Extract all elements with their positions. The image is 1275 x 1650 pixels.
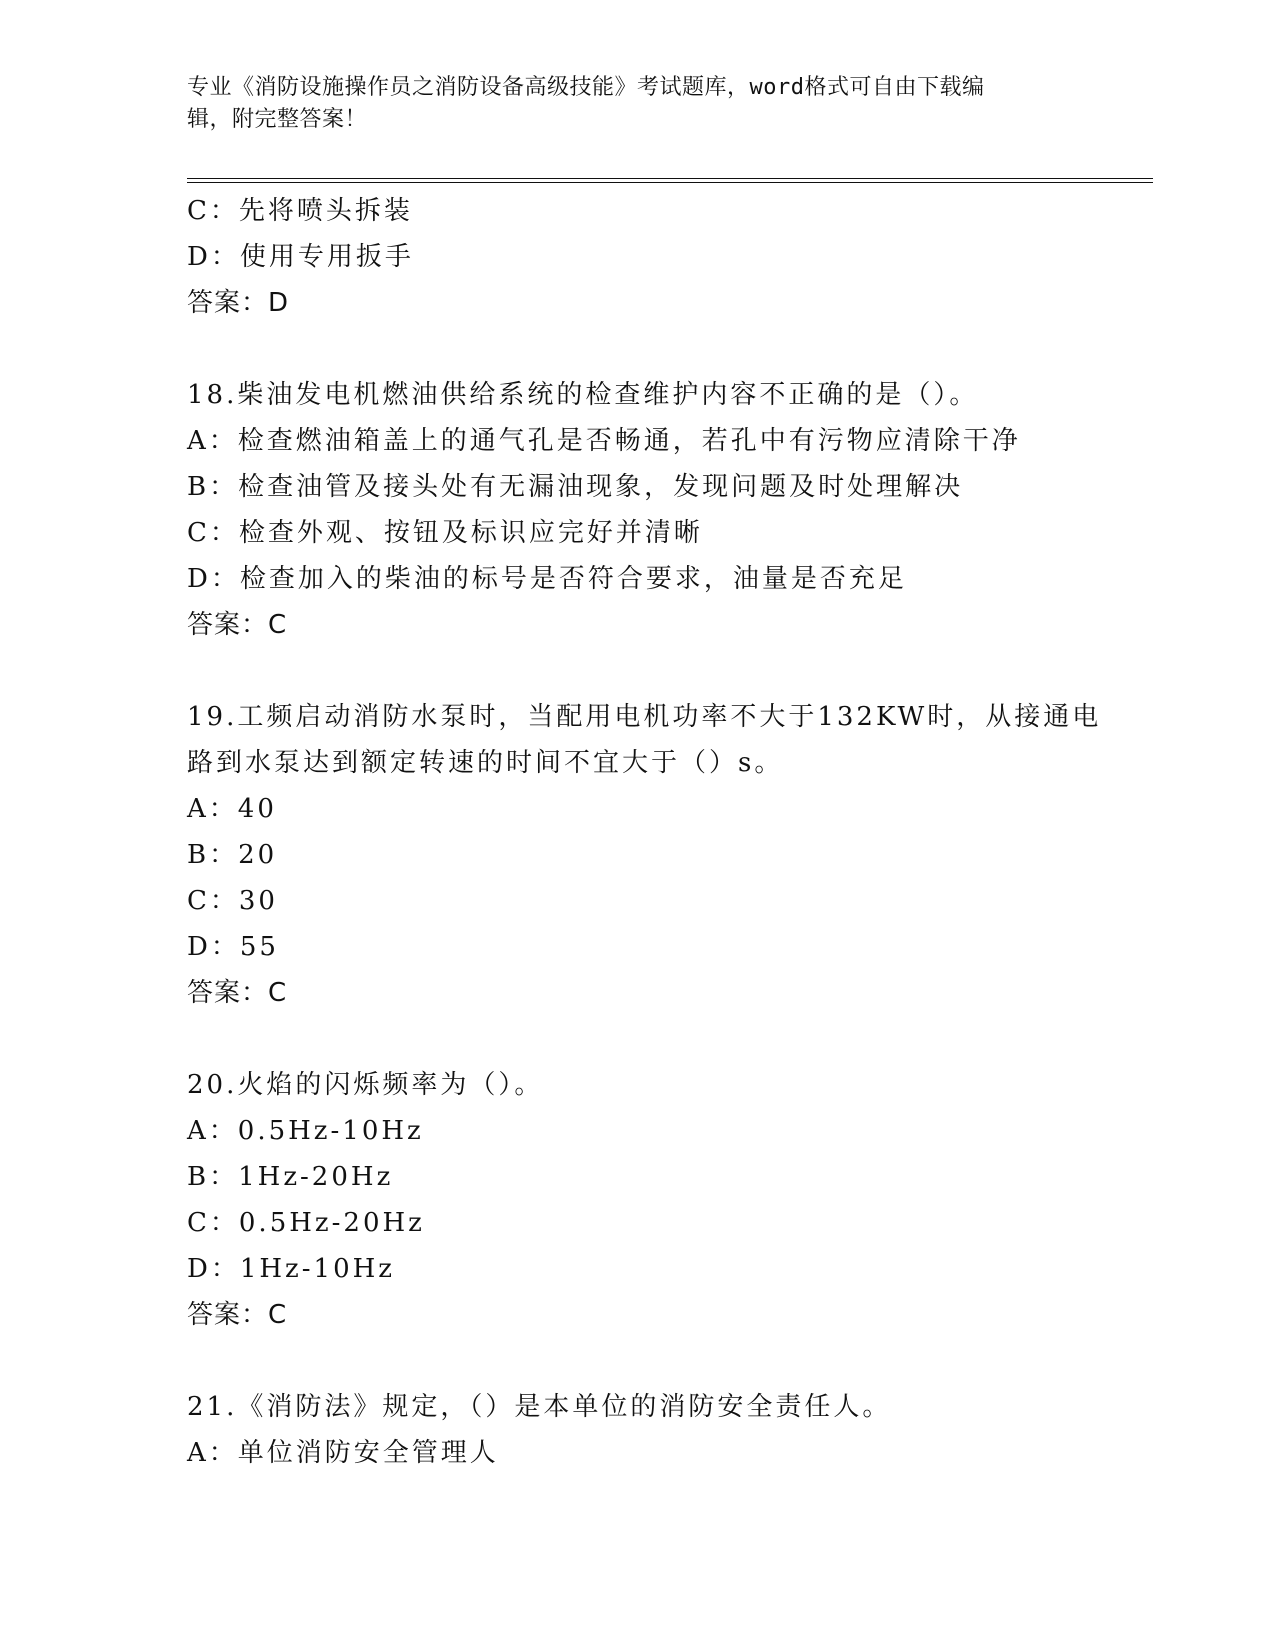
q19-option-c: C：30: [187, 886, 278, 916]
q19-option-d: D：55: [187, 932, 279, 962]
q18-stem: 18.柴油发电机燃油供给系统的检查维护内容不正确的是（）。: [187, 380, 979, 410]
q18-option-b: B：检查油管及接头处有无漏油现象，发现问题及时处理解决: [187, 472, 964, 502]
q20-stem: 20.火焰的闪烁频率为（）。: [187, 1070, 544, 1100]
q19-option-a: A：40: [187, 794, 277, 824]
header-divider-top: [187, 178, 1153, 179]
q20-option-b: B：1Hz-20Hz: [187, 1162, 394, 1192]
q19-option-b: B：20: [187, 840, 278, 870]
q18-option-a: A：检查燃油箱盖上的通气孔是否畅通，若孔中有污物应清除干净: [187, 426, 1021, 456]
spacer: [187, 648, 1147, 694]
q18-answer: 答案：C: [187, 610, 288, 640]
header-line-1: 专业《消防设施操作员之消防设备高级技能》考试题库，word格式可自由下载编: [187, 75, 985, 100]
q17-answer: 答案：D: [187, 288, 290, 318]
q19-stem-line-2: 路到水泵达到额定转速的时间不宜大于（）s。: [187, 748, 784, 778]
question-content: [187, 188, 1147, 1476]
q19-answer: 答案：C: [187, 978, 288, 1008]
header-divider-bottom: [187, 182, 1153, 183]
spacer: [187, 1016, 1147, 1062]
q20-option-c: C：0.5Hz-20Hz: [187, 1208, 425, 1238]
document-header: [187, 72, 1067, 136]
q20-answer: 答案：C: [187, 1300, 288, 1330]
q18-option-d: D：检查加入的柴油的标号是否符合要求，油量是否充足: [187, 564, 907, 594]
q19-stem-line-1: 19.工频启动消防水泵时，当配用电机功率不大于132KW时，从接通电: [187, 702, 1102, 732]
q20-option-a: A：0.5Hz-10Hz: [187, 1116, 424, 1146]
q20-option-d: D：1Hz-10Hz: [187, 1254, 396, 1284]
q21-option-a: A：单位消防安全管理人: [187, 1438, 499, 1468]
q17-option-c: C：先将喷头拆装: [187, 196, 413, 226]
spacer: [187, 326, 1147, 372]
q18-option-c: C：检查外观、按钮及标识应完好并清晰: [187, 518, 703, 548]
q17-option-d: D：使用专用扳手: [187, 242, 414, 272]
header-line-2: 辑，附完整答案！: [187, 107, 368, 132]
q21-stem: 21.《消防法》规定，（）是本单位的消防安全责任人。: [187, 1392, 892, 1422]
spacer: [187, 1338, 1147, 1384]
